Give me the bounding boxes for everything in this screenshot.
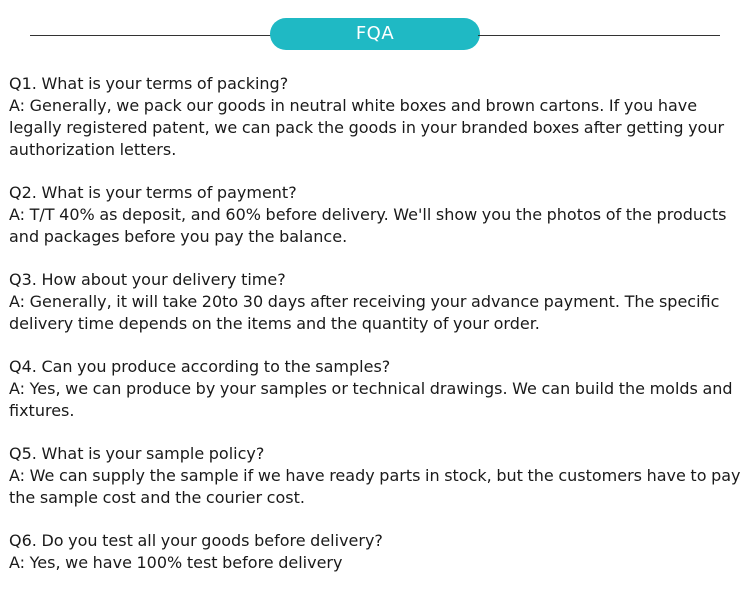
faq-question: Q6. Do you test all your goods before delivery? — [9, 531, 383, 550]
faq-item — [9, 530, 744, 574]
faq-question: Q4. Can you produce according to the samples? — [9, 357, 391, 376]
faq-item — [9, 443, 744, 509]
faq-question: Q3. How about your delivery time? — [9, 270, 286, 289]
faq-list — [9, 73, 744, 595]
faq-question: Q2. What is your terms of payment? — [9, 183, 297, 202]
faq-answer: A: Yes, we have 100% test before delivery — [9, 553, 343, 572]
faq-item — [9, 356, 744, 422]
faq-question: Q1. What is your terms of packing? — [9, 74, 289, 93]
faq-answer: A: Generally, we pack our goods in neutral white boxes and brown cartons. If you have legally registered patent, we can pack the goods in your branded boxes after getting your authorization letters. — [9, 96, 725, 159]
faq-question: Q5. What is your sample policy? — [9, 444, 265, 463]
faq-header — [0, 0, 750, 70]
faq-title-badge: FQA — [270, 18, 480, 50]
header-divider-right — [478, 35, 720, 36]
faq-answer: A: Yes, we can produce by your samples or technical drawings. We can build the molds and fixtures. — [9, 379, 733, 420]
faq-answer: A: We can supply the sample if we have ready parts in stock, but the customers have to pay the sample cost and the courier cost. — [9, 466, 741, 507]
faq-item — [9, 182, 744, 248]
faq-item — [9, 269, 744, 335]
faq-answer: A: T/T 40% as deposit, and 60% before delivery. We'll show you the photos of the products and packages before you pay the balance. — [9, 205, 727, 246]
faq-answer: A: Generally, it will take 20to 30 days after receiving your advance payment. The specific delivery time depends on the items and the quantity of your order. — [9, 292, 720, 333]
faq-item — [9, 73, 744, 161]
header-divider-left — [30, 35, 272, 36]
